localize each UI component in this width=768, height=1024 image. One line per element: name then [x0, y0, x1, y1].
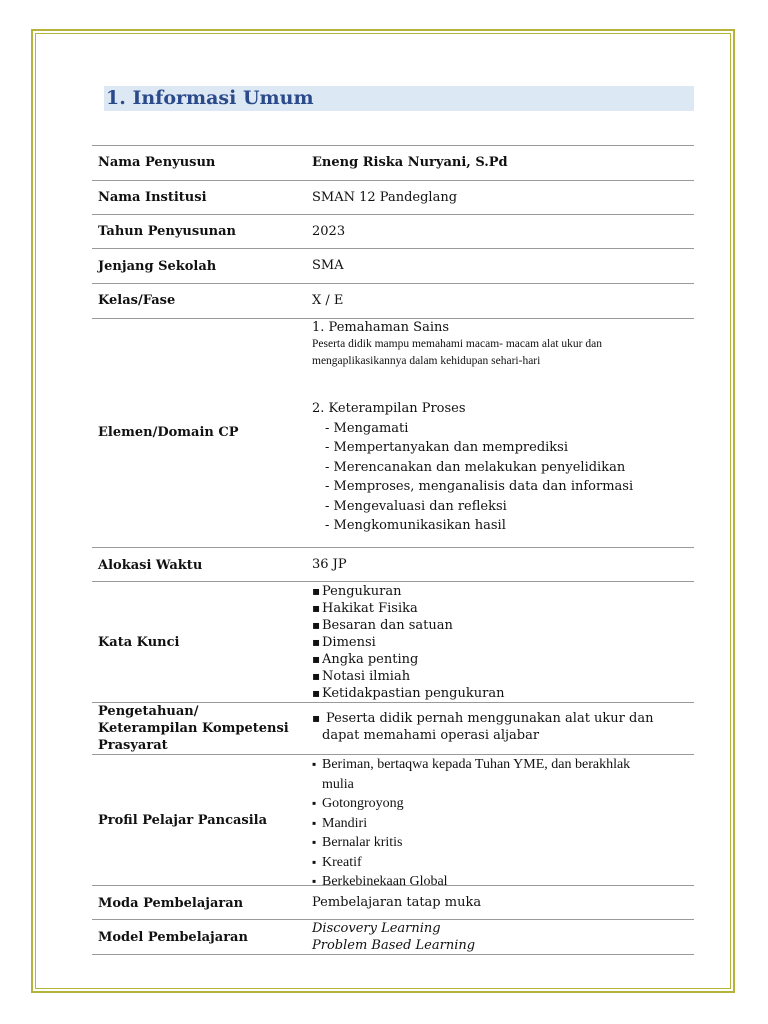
row-nama-penyusun: [92, 146, 694, 181]
value-moda-pembelajaran: Pembelajaran tatap muka: [312, 895, 482, 910]
profil-item: ▪ Kreatif: [312, 853, 630, 873]
label-prasyarat-line-2: Keterampilan Kompetensi: [98, 721, 289, 736]
label-alokasi-waktu: Alokasi Waktu: [98, 558, 203, 573]
keyword-item: ▪ Hakikat Fisika: [312, 600, 504, 617]
value-prasyarat: [312, 710, 653, 744]
value-jenjang-sekolah: SMA: [312, 258, 344, 273]
skill-item: - Merencanakan dan melakukan penyelidikan: [325, 459, 626, 475]
skill-item: - Mengamati: [325, 420, 409, 436]
value-model-pembelajaran: [312, 920, 475, 954]
row-model-pembelajaran: [92, 920, 694, 955]
row-profil-pelajar-pancasila: [92, 755, 694, 889]
keyword-item: ▪ Pengukuran: [312, 583, 504, 600]
row-kelas-fase: [92, 284, 694, 319]
label-prasyarat: [98, 703, 289, 754]
profil-item: ▪ Mandiri: [312, 814, 630, 834]
row-jenjang-sekolah: [92, 249, 694, 284]
value-tahun-penyusunan: 2023: [312, 224, 346, 239]
model-item: Problem Based Learning: [312, 938, 476, 953]
elemen-desc-line-2: mengaplikasikannya dalam kehidupan sehari-hari: [312, 355, 541, 367]
label-elemen-domain-cp: Elemen/Domain CP: [98, 425, 239, 440]
keyword-item: ▪ Dimensi: [312, 634, 504, 651]
profil-item-line-1: Beriman, bertaqwa kepada Tuhan YME, dan berakhlak: [322, 757, 631, 772]
value-nama-institusi: SMAN 12 Pandeglang: [312, 190, 458, 205]
row-tahun-penyusunan: [92, 215, 694, 249]
keyword-item: ▪ Angka penting: [312, 651, 504, 668]
model-item: Discovery Learning: [312, 921, 441, 936]
row-moda-pembelajaran: [92, 886, 694, 920]
elemen-heading-pemahaman-sains: 1. Pemahaman Sains: [312, 320, 450, 335]
label-nama-penyusun: Nama Penyusun: [98, 155, 216, 170]
kata-kunci-list: [312, 583, 504, 702]
label-kata-kunci: Kata Kunci: [98, 635, 180, 650]
label-nama-institusi: Nama Institusi: [98, 190, 207, 205]
elemen-heading-keterampilan-proses: 2. Keterampilan Proses: [312, 401, 466, 416]
row-kata-kunci: [92, 582, 694, 703]
label-kelas-fase: Kelas/Fase: [98, 293, 176, 308]
label-prasyarat-line-1: Pengetahuan/: [98, 704, 199, 719]
row-elemen-domain-cp: [92, 319, 694, 548]
label-profil-pelajar-pancasila: Profil Pelajar Pancasila: [98, 813, 268, 828]
label-model-pembelajaran: Model Pembelajaran: [98, 930, 248, 945]
prasyarat-line-2: dapat memahami operasi aljabar: [322, 728, 540, 743]
profil-item: ▪ Bernalar kritis: [312, 833, 630, 853]
bullet-icon: ▪: [312, 711, 321, 725]
label-tahun-penyusunan: Tahun Penyusunan: [98, 224, 236, 239]
profil-item: [312, 755, 630, 794]
profil-item-line-2: mulia: [322, 776, 354, 792]
keyword-item: ▪ Ketidakpastian pengukuran: [312, 685, 504, 702]
label-moda-pembelajaran: Moda Pembelajaran: [98, 896, 244, 911]
label-jenjang-sekolah: Jenjang Sekolah: [98, 259, 217, 274]
row-prasyarat: [92, 703, 694, 755]
prasyarat-item: [312, 710, 653, 727]
prasyarat-line-1: Peserta didik pernah menggunakan alat ukur dan: [326, 711, 654, 726]
skill-item: - Mengkomunikasikan hasil: [325, 518, 506, 533]
profil-item: ▪ Gotongroyong: [312, 794, 630, 814]
elemen-desc-line-1: Peserta didik mampu memahami macam- macam alat ukur dan: [312, 338, 602, 350]
value-alokasi-waktu: 36 JP: [312, 557, 347, 572]
skill-item: - Memproses, menganalisis data dan informasi: [325, 479, 634, 494]
elemen-content: [312, 319, 692, 536]
value-nama-penyusun: Eneng Riska Nuryani, S.Pd: [312, 155, 508, 170]
skill-item: - Mempertanyakan dan memprediksi: [325, 440, 569, 455]
section-title: 1. Informasi Umum: [104, 86, 694, 111]
label-prasyarat-line-3: Prasyarat: [98, 738, 168, 753]
row-alokasi-waktu: [92, 548, 694, 582]
value-kelas-fase: X / E: [312, 293, 344, 308]
keyword-item: ▪ Besaran dan satuan: [312, 617, 504, 634]
keyword-item: ▪ Notasi ilmiah: [312, 668, 504, 685]
skill-item: - Mengevaluasi dan refleksi: [325, 498, 507, 514]
row-nama-institusi: [92, 181, 694, 215]
profil-list: [312, 755, 630, 892]
profil-item: ▪ Berkebinekaan Global: [312, 872, 630, 892]
